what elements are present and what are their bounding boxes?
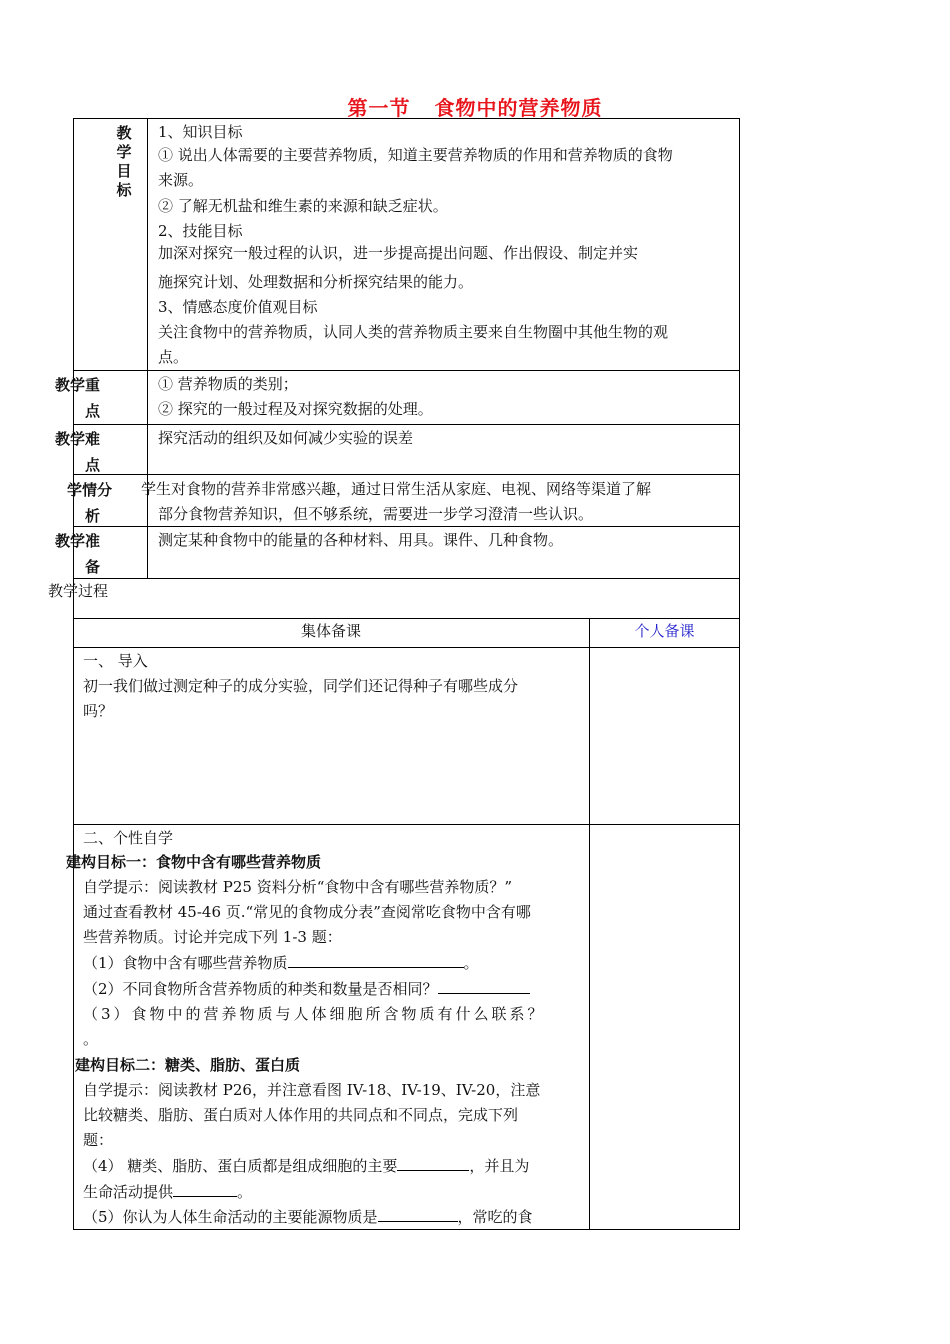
question-5-text-b: ，常吃的食 [457,1208,533,1226]
hint-2-b: 比较糖类、脂肪、蛋白质对人体作用的共同点和不同点，完成下列 [83,1106,519,1124]
emotion-item-cont: 点。 [158,348,189,366]
row-divider [73,578,740,579]
answer-blank-1[interactable] [288,951,464,968]
objectives-label: 教学目标 [116,124,132,199]
intro-line-1: 初一我们做过测定种子的成分实验，同学们还记得种子有哪些成分 [83,677,519,695]
self-study-heading: 二、个性自学 [83,829,174,847]
question-5 [83,1205,533,1230]
question-1-text: （1）食物中含有哪些营养物质 [83,954,288,972]
hint-1-c: 些营养物质。讨论并完成下列 1-3 题： [83,928,342,946]
knowledge-item-1: ① 说出人体需要的主要营养物质，知道主要营养物质的作用和营养物质的食物 [158,146,673,164]
key-points-label: 教学重 [55,376,101,394]
preparation-label-2: 备 [85,558,101,576]
preparation-text: 测定某种食物中的能量的各种材料、用具。课件、几种食物。 [158,531,564,549]
question-4-text-b: ，并且为 [469,1157,530,1175]
row-divider [73,647,740,648]
goal-2: 建构目标二：糖类、脂肪、蛋白质 [75,1056,301,1074]
difficulties-label: 教学难 [55,430,101,448]
hint-1-a: 自学提示：阅读教材 P25 资料分析“食物中含有哪些营养物质？” [83,878,513,896]
question-3: （3）食物中的营养物质与人体细胞所含物质有什么联系？ [83,1005,546,1023]
key-point-2: ② 探究的一般过程及对探究数据的处理。 [158,400,433,418]
hint-2-a: 自学提示：阅读教材 P26，并注意看图 IV-18、IV-19、IV-20，注意 [83,1081,541,1099]
skill-item: 加深对探究一般过程的认识，进一步提高提出问题、作出假设、制定并实 [158,244,639,262]
analysis-line-1: 学生对食物的营养非常感兴趣，通过日常生活从家庭、电视、网络等渠道了解 [141,480,652,498]
intro-line-2: 吗？ [83,702,114,720]
analysis-line-2: 部分食物营养知识，但不够系统，需要进一步学习澄清一些认识。 [158,505,594,523]
group-prep-header: 集体备课 [300,622,361,640]
question-5-text: （5）你认为人体生命活动的主要能源物质是 [83,1208,378,1226]
title-part2: 食物中的营养物质 [434,96,603,120]
preparation-label: 教学准 [55,532,101,550]
question-4 [83,1154,529,1179]
goal-1: 建构目标一：食物中含有哪些营养物质 [66,853,322,871]
process-label: 教学过程 [48,582,109,600]
skill-heading: 2、技能目标 [158,222,243,240]
analysis-label-2: 析 [85,507,101,525]
row-divider [73,424,740,425]
emotion-heading: 3、情感态度价值观目标 [158,298,318,316]
difficulties-text: 探究活动的组织及如何减少实验的误差 [158,429,414,447]
question-4-text-d: 。 [237,1183,253,1201]
question-1-end: 。 [463,954,479,972]
question-2 [83,977,530,1002]
intro-heading: 一、 导入 [83,652,148,670]
question-4-text: （4） 糖类、脂肪、蛋白质都是组成细胞的主要 [83,1157,398,1175]
row-divider [73,474,740,475]
knowledge-heading: 1、知识目标 [158,123,243,141]
question-4-cont [83,1180,252,1205]
answer-blank-2[interactable] [438,977,530,994]
key-points-label-2: 点 [85,402,101,420]
question-3-end: 。 [83,1030,99,1048]
hint-2-c: 题： [83,1131,114,1149]
key-point-1: ① 营养物质的类别； [158,375,298,393]
emotion-item: 关注食物中的营养物质，认同人类的营养物质主要来自生物圈中其他生物的观 [158,323,669,341]
question-1 [83,951,479,976]
analysis-label: 学情分 [67,481,113,499]
skill-item-cont: 施探究计划、处理数据和分析探究结果的能力。 [158,273,474,291]
question-4-text-c: 生命活动提供 [83,1183,174,1201]
personal-prep-header: 个人备课 [634,622,695,640]
answer-blank-5[interactable] [378,1205,458,1222]
hint-1-b: 通过查看教材 45-46 页.“常见的食物成分表”查阅常吃食物中含有哪 [83,903,531,921]
page-title [0,92,950,121]
answer-blank-4b[interactable] [173,1180,237,1197]
difficulties-label-2: 点 [85,456,101,474]
question-2-text: （2）不同食物所含营养物质的种类和数量是否相同？ [83,980,438,998]
knowledge-item-1-cont: 来源。 [158,171,204,189]
personal-column-divider [589,618,590,1230]
row-divider [73,370,740,371]
label-column-divider [147,118,148,578]
title-part1: 第一节 [347,96,411,120]
knowledge-item-2: ② 了解无机盐和维生素的来源和缺乏症状。 [158,197,448,215]
answer-blank-4a[interactable] [397,1154,469,1171]
row-divider [73,824,740,825]
